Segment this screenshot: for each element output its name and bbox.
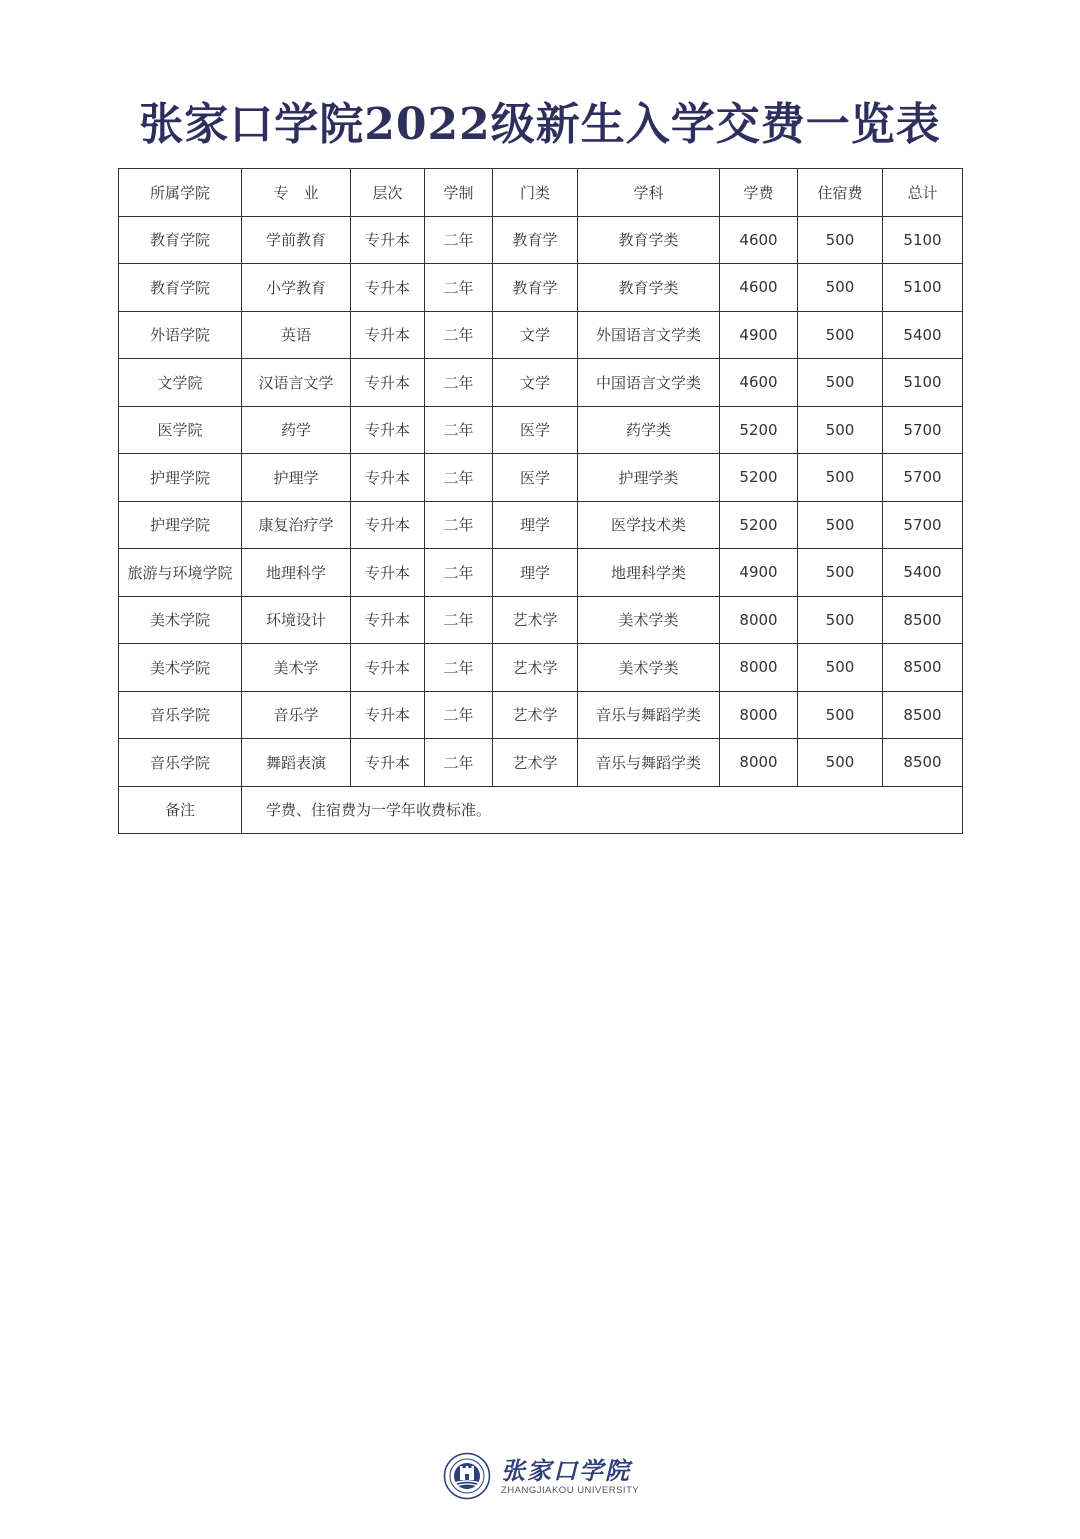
table-row [119, 216, 963, 264]
cell-discipline: 医学技术类 [578, 501, 720, 549]
cell-total: 5400 [883, 549, 963, 597]
cell-major: 环境设计 [242, 596, 351, 644]
cell-college: 美术学院 [119, 644, 242, 692]
cell-discipline: 美术学类 [578, 596, 720, 644]
cell-tuition: 8000 [720, 596, 798, 644]
cell-major: 小学教育 [242, 264, 351, 312]
cell-category: 理学 [493, 549, 578, 597]
cell-duration: 二年 [425, 454, 493, 502]
cell-category: 文学 [493, 359, 578, 407]
cell-major: 音乐学 [242, 691, 351, 739]
cell-tuition: 5200 [720, 406, 798, 454]
cell-tuition: 4600 [720, 264, 798, 312]
cell-accommodation: 500 [798, 549, 883, 597]
table-row [119, 691, 963, 739]
cell-accommodation: 500 [798, 311, 883, 359]
table-row [119, 454, 963, 502]
table-row [119, 644, 963, 692]
cell-level: 专升本 [351, 359, 425, 407]
cell-college: 音乐学院 [119, 739, 242, 787]
logo-english-name: ZHANGJIAKOU UNIVERSITY [501, 1484, 640, 1496]
cell-duration: 二年 [425, 549, 493, 597]
cell-level: 专升本 [351, 406, 425, 454]
cell-accommodation: 500 [798, 644, 883, 692]
cell-accommodation: 500 [798, 406, 883, 454]
cell-level: 专升本 [351, 596, 425, 644]
cell-discipline: 护理学类 [578, 454, 720, 502]
cell-major: 康复治疗学 [242, 501, 351, 549]
cell-category: 文学 [493, 311, 578, 359]
cell-duration: 二年 [425, 359, 493, 407]
cell-tuition: 5200 [720, 501, 798, 549]
cell-total: 5100 [883, 264, 963, 312]
cell-level: 专升本 [351, 549, 425, 597]
cell-category: 医学 [493, 406, 578, 454]
cell-college: 外语学院 [119, 311, 242, 359]
cell-accommodation: 500 [798, 501, 883, 549]
cell-total: 5700 [883, 406, 963, 454]
table-row [119, 501, 963, 549]
cell-level: 专升本 [351, 644, 425, 692]
cell-college: 旅游与环境学院 [119, 549, 242, 597]
cell-tuition: 4900 [720, 549, 798, 597]
logo-chinese-name: 张家口学院 [501, 1455, 631, 1485]
header-college: 所属学院 [119, 169, 242, 217]
cell-level: 专升本 [351, 264, 425, 312]
cell-level: 专升本 [351, 311, 425, 359]
university-logo [443, 1450, 643, 1502]
cell-total: 5700 [883, 501, 963, 549]
header-major: 专 业 [242, 169, 351, 217]
header-tuition: 学费 [720, 169, 798, 217]
cell-duration: 二年 [425, 739, 493, 787]
cell-category: 理学 [493, 501, 578, 549]
cell-discipline: 外国语言文学类 [578, 311, 720, 359]
cell-tuition: 8000 [720, 739, 798, 787]
cell-total: 5100 [883, 216, 963, 264]
header-discipline: 学科 [578, 169, 720, 217]
cell-tuition: 8000 [720, 691, 798, 739]
cell-tuition: 4600 [720, 216, 798, 264]
cell-discipline: 教育学类 [578, 264, 720, 312]
cell-duration: 二年 [425, 264, 493, 312]
cell-duration: 二年 [425, 596, 493, 644]
cell-discipline: 教育学类 [578, 216, 720, 264]
cell-tuition: 8000 [720, 644, 798, 692]
cell-total: 8500 [883, 691, 963, 739]
cell-major: 美术学 [242, 644, 351, 692]
cell-accommodation: 500 [798, 454, 883, 502]
cell-category: 艺术学 [493, 691, 578, 739]
page-title: 张家口学院2022级新生入学交费一览表 [139, 99, 941, 150]
cell-category: 艺术学 [493, 644, 578, 692]
cell-tuition: 5200 [720, 454, 798, 502]
cell-level: 专升本 [351, 691, 425, 739]
university-emblem-icon [443, 1452, 491, 1500]
cell-major: 汉语言文学 [242, 359, 351, 407]
cell-major: 药学 [242, 406, 351, 454]
cell-total: 5700 [883, 454, 963, 502]
cell-accommodation: 500 [798, 739, 883, 787]
cell-duration: 二年 [425, 691, 493, 739]
cell-category: 艺术学 [493, 739, 578, 787]
cell-college: 文学院 [119, 359, 242, 407]
table-header-row [119, 169, 963, 217]
table-row [119, 264, 963, 312]
cell-discipline: 音乐与舞蹈学类 [578, 739, 720, 787]
table-row [119, 359, 963, 407]
cell-category: 医学 [493, 454, 578, 502]
header-accommodation: 住宿费 [798, 169, 883, 217]
table-row [119, 406, 963, 454]
cell-level: 专升本 [351, 739, 425, 787]
cell-category: 教育学 [493, 216, 578, 264]
cell-college: 美术学院 [119, 596, 242, 644]
cell-tuition: 4600 [720, 359, 798, 407]
cell-category: 艺术学 [493, 596, 578, 644]
cell-college: 护理学院 [119, 501, 242, 549]
cell-discipline: 地理科学类 [578, 549, 720, 597]
cell-duration: 二年 [425, 501, 493, 549]
cell-accommodation: 500 [798, 596, 883, 644]
table-row [119, 549, 963, 597]
fee-table [118, 168, 963, 834]
cell-duration: 二年 [425, 406, 493, 454]
cell-college: 医学院 [119, 406, 242, 454]
cell-level: 专升本 [351, 501, 425, 549]
note-row [119, 786, 963, 834]
table-row [119, 596, 963, 644]
cell-duration: 二年 [425, 216, 493, 264]
cell-accommodation: 500 [798, 691, 883, 739]
cell-major: 学前教育 [242, 216, 351, 264]
cell-accommodation: 500 [798, 216, 883, 264]
cell-major: 地理科学 [242, 549, 351, 597]
cell-duration: 二年 [425, 644, 493, 692]
cell-category: 教育学 [493, 264, 578, 312]
cell-duration: 二年 [425, 311, 493, 359]
header-total: 总计 [883, 169, 963, 217]
cell-college: 教育学院 [119, 216, 242, 264]
cell-discipline: 音乐与舞蹈学类 [578, 691, 720, 739]
cell-discipline: 中国语言文学类 [578, 359, 720, 407]
cell-major: 舞蹈表演 [242, 739, 351, 787]
cell-major: 护理学 [242, 454, 351, 502]
cell-total: 8500 [883, 739, 963, 787]
cell-tuition: 4900 [720, 311, 798, 359]
cell-total: 5400 [883, 311, 963, 359]
cell-level: 专升本 [351, 216, 425, 264]
cell-total: 8500 [883, 596, 963, 644]
cell-accommodation: 500 [798, 359, 883, 407]
cell-major: 英语 [242, 311, 351, 359]
header-category: 门类 [493, 169, 578, 217]
table-row [119, 739, 963, 787]
note-text: 学费、住宿费为一学年收费标准。 [242, 786, 963, 834]
cell-college: 音乐学院 [119, 691, 242, 739]
header-duration: 学制 [425, 169, 493, 217]
cell-discipline: 药学类 [578, 406, 720, 454]
cell-discipline: 美术学类 [578, 644, 720, 692]
cell-accommodation: 500 [798, 264, 883, 312]
cell-college: 护理学院 [119, 454, 242, 502]
cell-college: 教育学院 [119, 264, 242, 312]
cell-total: 5100 [883, 359, 963, 407]
table-row [119, 311, 963, 359]
cell-total: 8500 [883, 644, 963, 692]
cell-level: 专升本 [351, 454, 425, 502]
header-level: 层次 [351, 169, 425, 217]
note-label: 备注 [119, 786, 242, 834]
